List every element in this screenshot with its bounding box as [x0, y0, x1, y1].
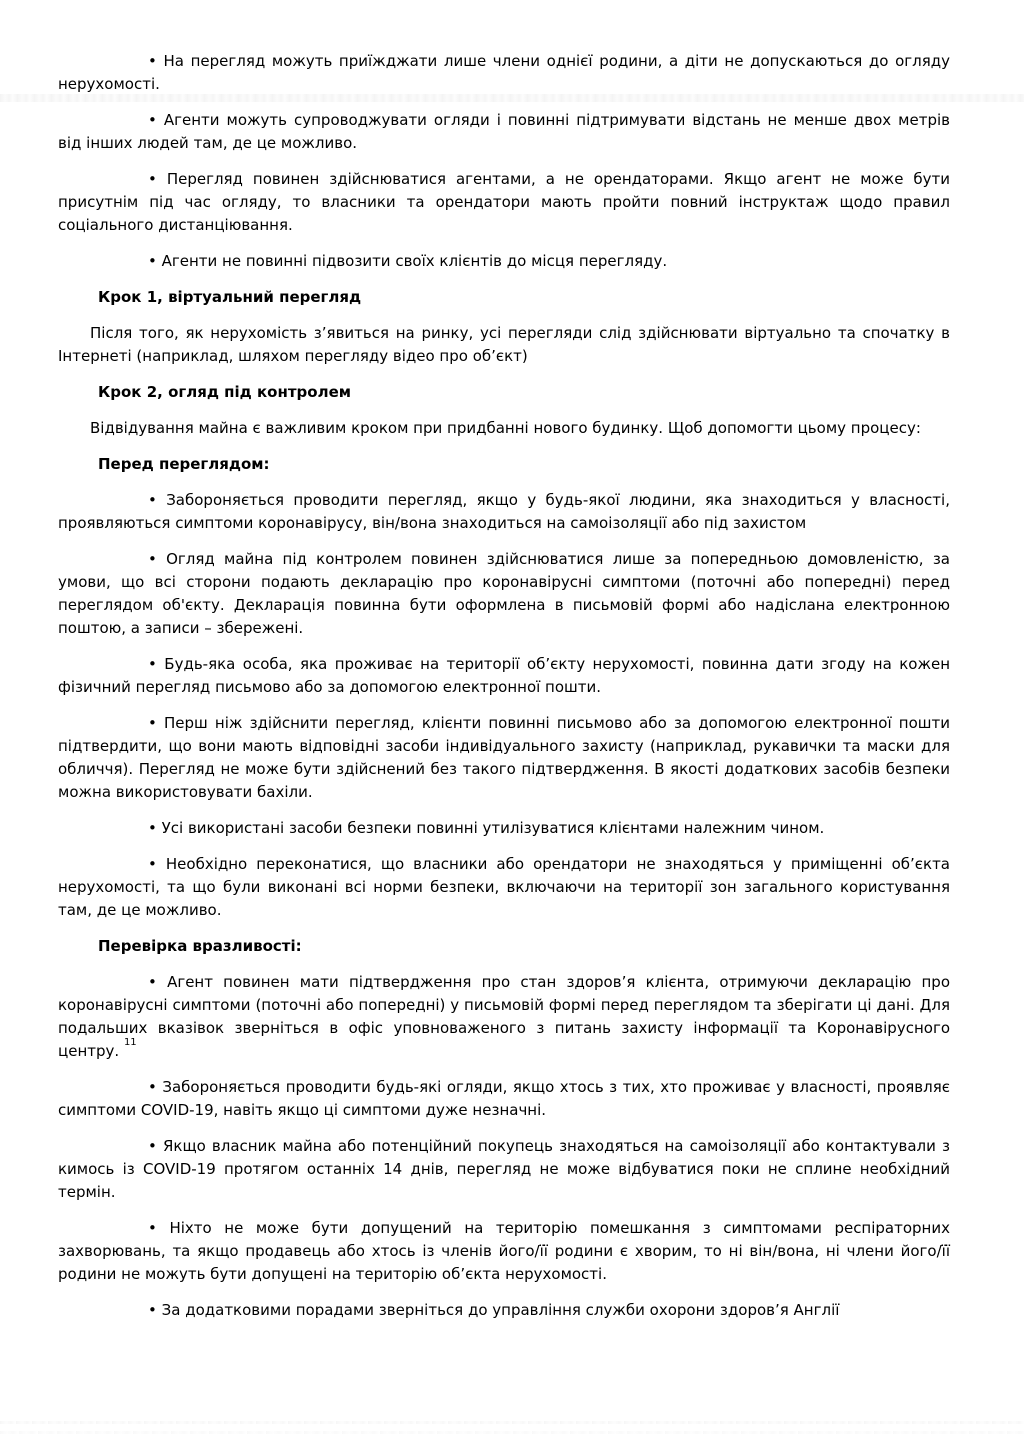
bullet-marker-icon: •	[148, 1219, 170, 1237]
paragraph-text: Огляд майна під контролем повинен здійснюватися лише за попередньою домовленістю, за умови, що всі сторони подають декларацію про коронавірусні симптоми (поточні або попередні) перед переглядом об'єкту. Декларація повинна бути оформлена в письмовій формі або надіслана електронною поштою, а записи – збережені.	[58, 550, 950, 637]
document-body	[58, 50, 950, 1335]
section-heading	[58, 286, 950, 309]
paragraph-text: За додатковими порадами зверніться до управління служби охорони здоров’я Англії	[161, 1301, 840, 1319]
bullet-marker-icon: •	[148, 973, 168, 991]
bullet-item	[58, 653, 950, 699]
heading-text: Перед переглядом:	[98, 455, 270, 473]
paragraph-text: Забороняється проводити перегляд, якщо у будь-якої людини, яка знаходиться у власності, проявляються симптоми коронавірусу, він/вона знаходиться на самоізоляції або під захистом	[58, 491, 950, 532]
body-paragraph	[58, 322, 950, 368]
bullet-item	[58, 250, 950, 273]
paragraph-text: На перегляд можуть приїжджати лише члени однієї родини, а діти не допускаються до огляду нерухомості.	[58, 52, 950, 93]
bullet-item	[58, 168, 950, 237]
bullet-marker-icon: •	[148, 655, 165, 673]
heading-text: Крок 2, огляд під контролем	[98, 383, 352, 401]
section-heading	[58, 935, 950, 958]
section-heading	[58, 381, 950, 404]
scan-artifact-band	[0, 1421, 1024, 1424]
bullet-marker-icon: •	[148, 52, 164, 70]
bullet-marker-icon: •	[148, 1078, 163, 1096]
bullet-item	[58, 109, 950, 155]
body-paragraph	[58, 417, 950, 440]
paragraph-text: Забороняється проводити будь-які огляди, якщо хтось з тих, хто проживає у власності, проявляє симптоми COVID-19, навіть якщо ці симптоми дуже незначні.	[58, 1078, 950, 1119]
paragraph-text: Ніхто не може бути допущений на територію помешкання з симптомами респіраторних захворювань, та якщо продавець або хтось із членів його/її родини є хворим, то ні він/вона, ні члени його/її родини не можуть бути допущені на територію об’єкта нерухомості.	[58, 1219, 950, 1283]
bullet-marker-icon: •	[148, 1137, 163, 1155]
bullet-marker-icon: •	[148, 111, 164, 129]
bullet-marker-icon: •	[148, 170, 167, 188]
paragraph-text: Усі використані засоби безпеки повинні утилізуватися клієнтами належним чином.	[161, 819, 825, 837]
section-heading	[58, 453, 950, 476]
paragraph-text: Агент повинен мати підтвердження про стан здоров’я клієнта, отримуючи декларацію про коронавірусні симптоми (поточні або попередні) у письмовій формі перед переглядом та зберігати ці дані. Для подальших вказівок зверніться в офіс уповноваженого з питань захисту інформації та Коронавірусного центру.	[58, 973, 951, 1060]
bullet-item	[58, 817, 950, 840]
bullet-marker-icon: •	[148, 252, 162, 270]
bullet-item	[58, 1217, 950, 1286]
bullet-marker-icon: •	[148, 1301, 162, 1319]
paragraph-text: Перегляд повинен здійснюватися агентами, а не орендаторами. Якщо агент не може бути присутнім під час огляду, то власники та орендатори мають пройти повний інструктаж щодо правил соціального дистанціювання.	[58, 170, 950, 234]
heading-text: Крок 1, віртуальний перегляд	[98, 288, 362, 306]
paragraph-text: Агенти можуть супроводжувати огляди і повинні підтримувати відстань не менше двох метрів від інших людей там, де це можливо.	[58, 111, 950, 152]
paragraph-text: Будь-яка особа, яка проживає на території об’єкту нерухомості, повинна дати згоду на кожен фізичний перегляд письмово або за допомогою електронної пошти.	[58, 655, 950, 696]
bullet-item	[58, 489, 950, 535]
scan-artifact-band	[0, 1431, 1024, 1434]
paragraph-text: Після того, як нерухомість з’явиться на ринку, усі перегляди слід здійснювати віртуально та спочатку в Інтернеті (наприклад, шляхом перегляду відео про об’єкт)	[58, 324, 950, 365]
bullet-marker-icon: •	[148, 714, 165, 732]
bullet-item	[58, 853, 950, 922]
paragraph-text: Необхідно переконатися, що власники або орендатори не знаходяться у приміщенні об’єкта нерухомості, та що були виконані всі норми безпеки, включаючи на території зон загального користування там, де це можливо.	[58, 855, 950, 919]
bullet-item	[58, 1076, 950, 1122]
bullet-item	[58, 1135, 950, 1204]
bullet-marker-icon: •	[148, 855, 166, 873]
bullet-marker-icon: •	[148, 550, 167, 568]
paragraph-text: Агенти не повинні підвозити своїх клієнтів до місця перегляду.	[161, 252, 668, 270]
heading-text: Перевірка вразливості:	[98, 937, 302, 955]
paragraph-text: Відвідування майна є важливим кроком при придбанні нового будинку. Щоб допомогти цьому процесу:	[90, 419, 921, 437]
footnote-ref: 11	[123, 1037, 137, 1048]
bullet-marker-icon: •	[148, 491, 167, 509]
paragraph-text: Якщо власник майна або потенційний покупець знаходяться на самоізоляції або контактували з кимось із COVID-19 протягом останніх 14 днів, перегляд не може відбуватися поки не сплине необхідний термін.	[58, 1137, 950, 1201]
bullet-item	[58, 712, 950, 804]
bullet-item	[58, 50, 950, 96]
bullet-marker-icon: •	[148, 819, 162, 837]
bullet-item	[58, 1299, 950, 1322]
paragraph-text: Перш ніж здійснити перегляд, клієнти повинні письмово або за допомогою електронної пошти підтвердити, що вони мають відповідні засоби індивідуального захисту (наприклад, рукавички та маски для обличчя). Перегляд не може бути здійснений без такого підтвердження. В якості додаткових засобів безпеки можна використовувати бахіли.	[58, 714, 950, 801]
bullet-item	[58, 548, 950, 640]
bullet-item	[58, 971, 950, 1063]
